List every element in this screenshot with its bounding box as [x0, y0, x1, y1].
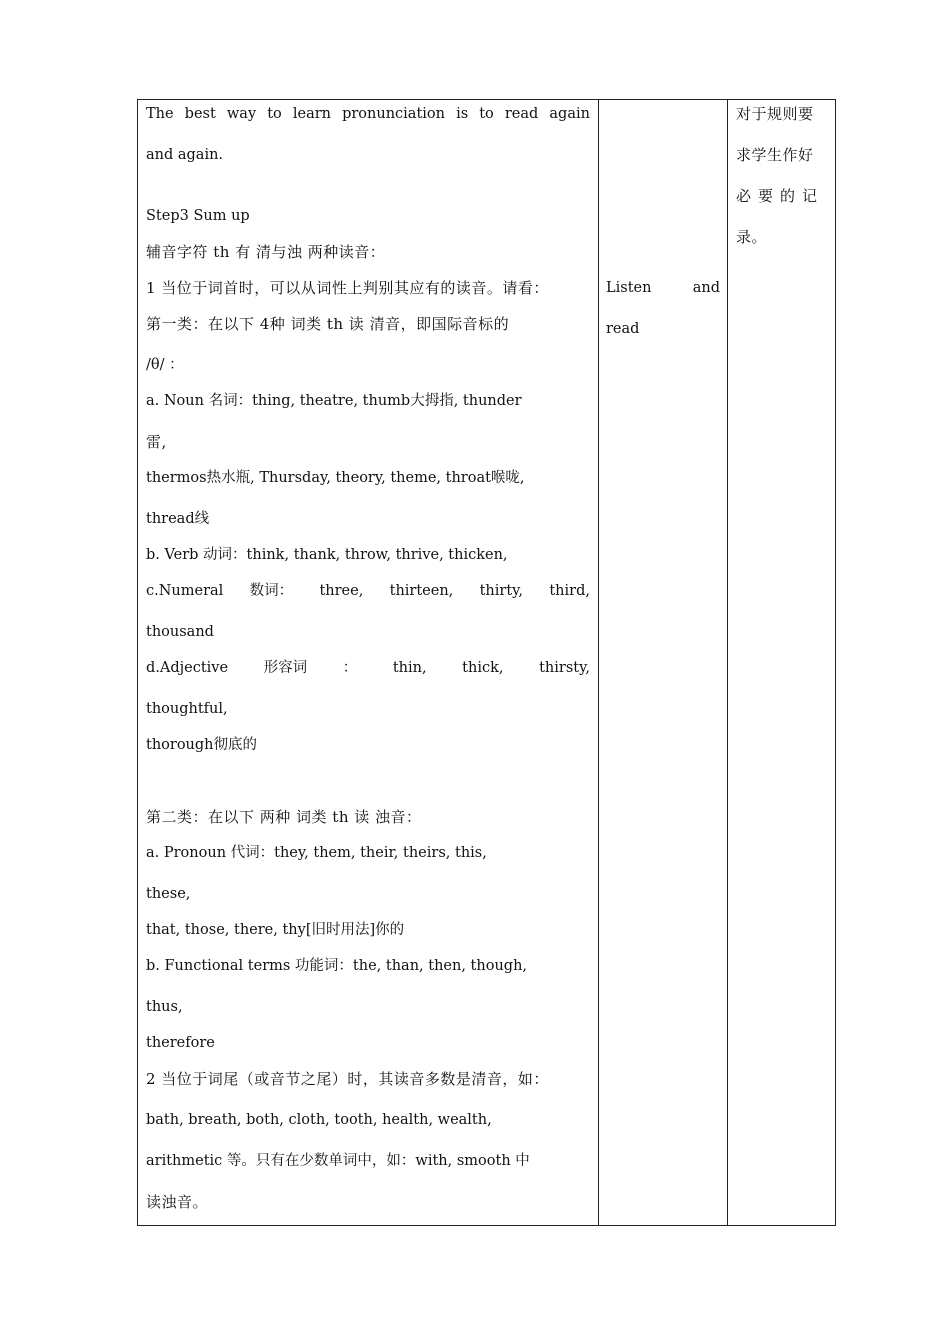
text-line: and again.	[146, 147, 224, 163]
text-line: thorough彻底的	[146, 737, 258, 753]
text-line: therefore	[146, 1035, 215, 1051]
text-line: arithmetic 等。只有在少数单词中，如：with, smooth 中	[146, 1153, 530, 1169]
text-line: 辅音字符 th 有 清与浊 两种读音：	[146, 243, 386, 261]
text-line: 1 当位于词首时，可以从词性上判别其应有的读音。请看：	[146, 279, 549, 297]
text-line: 读浊音。	[146, 1193, 209, 1211]
text-line: b. Functional terms 功能词：the, than, then, though,	[146, 958, 528, 974]
text-line: that, those, there, thy[旧时用法]你的	[146, 922, 405, 938]
text-line: d.Adjective 形容词 ： thin, thick, thirsty,	[146, 660, 590, 676]
text-line: a. Noun 名词：thing, theatre, thumb大拇指, thunder	[146, 393, 522, 409]
text-line: 2 当位于词尾（或音节之尾）时，其读音多数是清音，如：	[146, 1070, 549, 1088]
text-line: 第二类：在以下 两种 词类 th 读 浊音：	[146, 808, 422, 826]
text-line: thus,	[146, 999, 183, 1015]
text-line: thoughtful,	[146, 701, 228, 717]
text-line: 第一类：在以下 4种 词类 th 读 清音，即国际音标的	[146, 315, 510, 333]
text-line: The best way to learn pronunciation is to read again	[146, 106, 590, 122]
text-line: read	[606, 321, 640, 337]
text-line: bath, breath, both, cloth, tooth, health, wealth,	[146, 1112, 492, 1128]
step-heading: Step3 Sum up	[146, 208, 250, 224]
text-line: 录。	[736, 228, 768, 246]
lesson-table	[137, 99, 836, 1226]
text-line: 求学生作好	[736, 146, 814, 164]
text-line: a. Pronoun 代词：they, them, their, theirs, this,	[146, 845, 487, 861]
text-line: Listen and	[606, 280, 720, 296]
text-line: thermos热水瓶, Thursday, theory, theme, throat喉咙,	[146, 470, 525, 486]
text-line: 雷,	[146, 433, 167, 451]
text-line: 必要的记	[736, 187, 825, 205]
text-line: c.Numeral 数词： three, thirteen, thirty, third,	[146, 583, 590, 599]
text-line: /θ/ ：	[146, 357, 184, 373]
text-line: these,	[146, 886, 191, 902]
text-line: 对于规则要	[736, 105, 814, 123]
text-line: thread线	[146, 511, 210, 527]
text-line: thousand	[146, 624, 214, 640]
column-divider	[727, 100, 728, 1225]
column-divider	[598, 100, 599, 1225]
text-line: b. Verb 动词：think, thank, throw, thrive, thicken,	[146, 547, 508, 563]
